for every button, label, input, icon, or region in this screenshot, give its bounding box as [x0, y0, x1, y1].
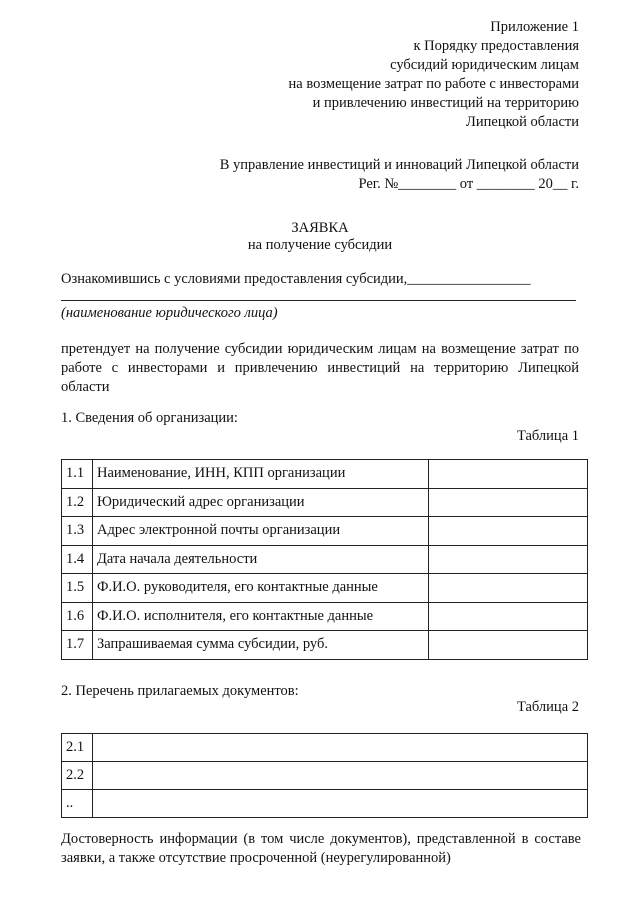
- appendix-line: субсидий юридическим лицам: [390, 57, 579, 73]
- section1-heading: 1. Сведения об организации:: [61, 410, 238, 426]
- row-number: 1.2: [62, 488, 93, 517]
- claim-paragraph: претендует на получение субсидии юридическим лицам на возмещение затрат по работе с инвесторами и привлечению инвестиций на территорию Липецкой области: [61, 341, 579, 395]
- row-number: 2.1: [62, 734, 93, 762]
- addressee-line: В управление инвестиций и инноваций Липецкой области: [219, 157, 579, 173]
- appendix-line: и привлечению инвестиций на территорию: [312, 95, 579, 111]
- table-row: [62, 574, 588, 603]
- row-label: Ф.И.О. руководителя, его контактные данные: [93, 574, 429, 603]
- table-row: [62, 734, 588, 762]
- intro-text: Ознакомившись с условиями предоставления субсидии,_________________: [61, 271, 531, 287]
- row-value-cell[interactable]: [429, 488, 588, 517]
- table2-label: Таблица 2: [516, 699, 579, 715]
- row-number: 1.3: [62, 517, 93, 546]
- appendix-line: на возмещение затрат по работе с инвесторами: [288, 76, 579, 92]
- row-value-cell[interactable]: [429, 517, 588, 546]
- row-label: Дата начала деятельности: [93, 545, 429, 574]
- org-name-caption: (наименование юридического лица): [61, 305, 278, 321]
- table-row: [62, 631, 588, 660]
- table-row: [62, 602, 588, 631]
- fill-in-line: [61, 300, 576, 301]
- row-label: Юридический адрес организации: [93, 488, 429, 517]
- row-number: 2.2: [62, 762, 93, 790]
- row-number: 1.6: [62, 602, 93, 631]
- document-title: ЗАЯВКА: [291, 220, 349, 236]
- appendix-line: к Порядку предоставления: [413, 38, 579, 54]
- row-value-cell[interactable]: [429, 460, 588, 489]
- addressee-block: [220, 156, 579, 194]
- table-row: [62, 790, 588, 818]
- row-value-cell[interactable]: [429, 574, 588, 603]
- row-number: 1.7: [62, 631, 93, 660]
- row-label: Адрес электронной почты организации: [93, 517, 429, 546]
- table-row: [62, 517, 588, 546]
- row-value-cell[interactable]: [93, 790, 588, 818]
- table-row: [62, 488, 588, 517]
- organization-info-table: [61, 459, 588, 660]
- appendix-line: Липецкой области: [466, 114, 579, 130]
- row-value-cell[interactable]: [429, 602, 588, 631]
- row-number: ..: [62, 790, 93, 818]
- section2-heading: 2. Перечень прилагаемых документов:: [61, 683, 299, 699]
- row-value-cell[interactable]: [93, 734, 588, 762]
- table-row: [62, 545, 588, 574]
- row-label: Наименование, ИНН, КПП организации: [93, 460, 429, 489]
- table1-label: Таблица 1: [516, 428, 579, 444]
- row-value-cell[interactable]: [93, 762, 588, 790]
- row-value-cell[interactable]: [429, 545, 588, 574]
- row-value-cell[interactable]: [429, 631, 588, 660]
- row-number: 1.1: [62, 460, 93, 489]
- row-number: 1.4: [62, 545, 93, 574]
- row-label: Ф.И.О. исполнителя, его контактные данные: [93, 602, 429, 631]
- appendix-line: Приложение 1: [490, 19, 579, 35]
- attached-documents-table: [61, 733, 588, 818]
- table-row: [62, 460, 588, 489]
- row-number: 1.5: [62, 574, 93, 603]
- closing-paragraph: Достоверность информации (в том числе документов), представленной в составе заявки, а также отсутствие просроченной (неурегулированной): [61, 831, 581, 866]
- registration-line: Рег. №________ от ________ 20__ г.: [358, 176, 579, 192]
- document-subtitle: на получение субсидии: [247, 237, 393, 253]
- appendix-block: [289, 18, 579, 132]
- table-row: [62, 762, 588, 790]
- row-label: Запрашиваемая сумма субсидии, руб.: [93, 631, 429, 660]
